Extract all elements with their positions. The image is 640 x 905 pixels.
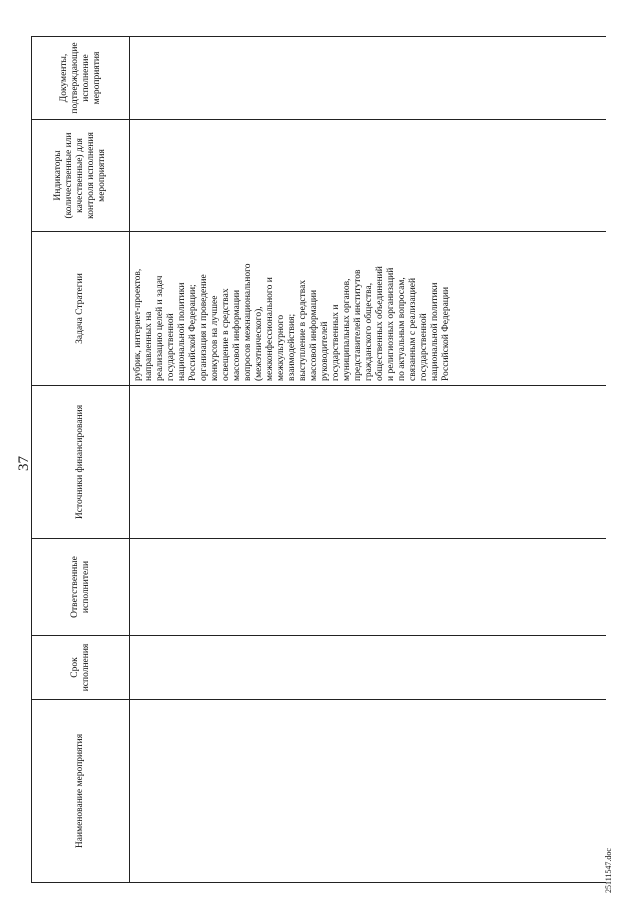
header-cell-deadline: Срок исполнения (32, 636, 130, 700)
cell-name (130, 700, 607, 883)
task-line: взаимодействия; (287, 313, 297, 381)
task-line: рубрик, интернет-проектов, (133, 268, 143, 381)
task-line: вопросов межнационального (243, 263, 253, 381)
header-cell-funding: Источники финансирования (32, 386, 130, 539)
header-row (32, 37, 130, 883)
cell-strategy-task (130, 232, 607, 386)
task-line: реализацию целей и задач (155, 275, 165, 381)
table-row (130, 37, 607, 883)
cell-indicators (130, 120, 607, 232)
task-line: государственной (419, 313, 429, 381)
cell-funding (130, 386, 607, 539)
header-cell-name: Наименование мероприятия (32, 700, 130, 883)
measures-table (31, 36, 606, 883)
cell-documents (130, 37, 607, 120)
task-line: национальной политики (177, 282, 187, 381)
task-line: муниципальных органов, (342, 278, 352, 381)
task-line: межконфессионального и (265, 277, 275, 381)
task-line: выступление в средствах (298, 279, 308, 381)
header-cell-responsible: Ответственные исполнители (32, 539, 130, 636)
cell-deadline (130, 636, 607, 700)
task-line: конкурсов на лучшее (210, 295, 220, 381)
task-line: по актуальным вопросам, (397, 277, 407, 381)
cell-responsible (130, 539, 607, 636)
task-line: гражданского общества, (364, 282, 374, 381)
task-line: руководителей (320, 321, 330, 381)
task-line: и религиозных организаций (386, 267, 396, 381)
task-line: связанным с реализацией (408, 277, 418, 381)
task-line: направленных на (144, 311, 154, 381)
header-cell-documents: Документы, подтверждающие исполнение мероприятия (32, 37, 130, 120)
task-line: (межэтнического), (254, 306, 264, 381)
task-line: массовой информации (232, 289, 242, 381)
file-name-footer: 25111547.doc (604, 848, 613, 893)
page-number: 37 (16, 456, 32, 471)
task-line: массовой информации (309, 289, 319, 381)
task-line: освещение в средствах (221, 288, 231, 381)
header-cell-strategy-task: Задача Стратегии (32, 232, 130, 386)
task-line: представителей институтов (353, 269, 363, 381)
task-line: организация и проведение (199, 274, 209, 381)
header-cell-indicators: Индикаторы (количественные или качественные) для контроля исполнения мероприятия (32, 120, 130, 232)
task-line: общественных объединений (375, 266, 385, 381)
task-line: национальной политики (430, 282, 440, 381)
task-line: государственных и (331, 304, 341, 381)
task-line: Российской Федерации; (188, 284, 198, 381)
task-line: межкультурного (276, 314, 286, 381)
task-line: Российской Федерации (441, 286, 451, 381)
task-line: государственной (166, 313, 176, 381)
